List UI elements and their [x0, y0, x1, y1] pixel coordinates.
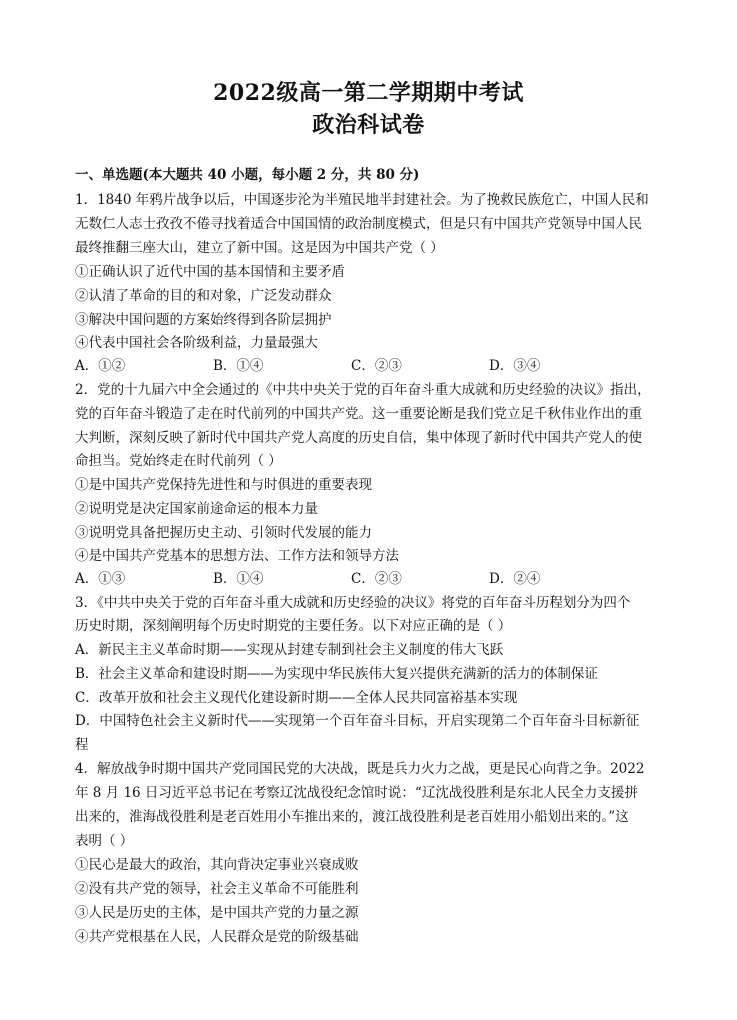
q1-choices	[75, 354, 675, 374]
q3-option: C．改革开放和社会主义现代化建设新时期——全体人民共同富裕基本实现	[75, 690, 518, 706]
q2-option: ②说明党是决定国家前途命运的根本力量	[75, 501, 318, 517]
q1-stem-line: 1．1840 年鸦片战争以后，中国逐步沦为半殖民地半封建社会。为了挽救民族危亡，中国人民和	[75, 192, 649, 208]
q1-option: ②认清了革命的目的和对象，广泛发动群众	[75, 288, 332, 304]
q4-option: ③人民是历史的主体，是中国共产党的力量之源	[75, 905, 359, 921]
q3-option: A．新民主主义革命时期——实现从封建专制到社会主义制度的伟大飞跃	[75, 642, 504, 658]
q4-option: ②没有共产党的领导，社会主义革命不可能胜利	[75, 881, 359, 897]
q2-choices	[75, 567, 675, 587]
q1-choice-b: B．①④	[213, 358, 264, 374]
q2-choice-a: A．①③	[75, 571, 126, 587]
q4-stem-line: 4．解放战争时期中国共产党同国民党的大决战，既是兵力火力之战，更是民心向背之争。2022	[75, 761, 645, 777]
q2-option: ③说明党具备把握历史主动、引领时代发展的能力	[75, 525, 372, 541]
q4-stem-line: 年 8 月 16 日习近平总书记在考察辽沈战役纪念馆时说：“辽沈战役胜利是东北人民全力支援拼	[75, 785, 638, 801]
q4-stem-line: 出来的，淮海战役胜利是老百姓用小车推出来的，渡江战役胜利是老百姓用小船划出来的。”这	[75, 809, 629, 825]
q1-stem-line: 无数仁人志士孜孜不倦寻找着适合中国国情的政治制度模式，但是只有中国共产党领导中国人民	[75, 216, 642, 232]
exam-title: 2022级高一第二学期期中考试	[213, 80, 524, 106]
q3-option-continuation: 程	[75, 737, 89, 753]
q1-option: ④代表中国社会各阶级利益，力量最强大	[75, 335, 318, 351]
q4-stem-line: 表明（ ）	[75, 833, 134, 849]
q2-option: ①是中国共产党保持先进性和与时俱进的重要表现	[75, 477, 372, 493]
q3-option: D．中国特色社会主义新时代——实现第一个百年奋斗目标，开启实现第二个百年奋斗目标新征	[75, 713, 640, 729]
q1-choice-c: C．②③	[351, 358, 402, 374]
q2-choice-c: C．②③	[351, 571, 402, 587]
q2-stem-line: 命担当。党始终走在时代前列（ ）	[75, 453, 282, 469]
q1-stem-line: 最终推翻三座大山，建立了新中国。这是因为中国共产党（ ）	[75, 240, 444, 256]
q2-stem-line: 2．党的十九届六中全会通过的《中共中央关于党的百年奋斗重大成就和历史经验的决议》指出，	[75, 382, 651, 398]
q2-stem-line: 党的百年奋斗锻造了走在时代前列的中国共产党。这一重要论断是我们党立足千秋伟业作出的重	[75, 406, 642, 422]
q2-option: ④是中国共产党基本的思想方法、工作方法和领导方法	[75, 548, 399, 564]
q3-stem-line: 3．《中共中央关于党的百年奋斗重大成就和历史经验的决议》将党的百年奋斗历程划分为四个	[75, 595, 631, 611]
q4-option: ①民心是最大的政治，其向背决定事业兴衰成败	[75, 857, 359, 873]
q3-stem-line: 历史时期，深刻阐明每个历史时期党的主要任务。以下对应正确的是（ ）	[75, 618, 512, 634]
section-heading: 一、单选题(本大题共 40 小题，每小题 2 分，共 80 分)	[75, 167, 420, 183]
exam-subtitle: 政治科试卷	[312, 112, 425, 138]
q4-option: ④共产党根基在人民，人民群众是党的阶级基础	[75, 929, 359, 945]
q2-choice-b: B．①④	[213, 571, 264, 587]
q1-option: ③解决中国问题的方案始终得到各阶层拥护	[75, 312, 332, 328]
q1-option: ①正确认识了近代中国的基本国情和主要矛盾	[75, 264, 345, 280]
q2-stem-line: 大判断，深刻反映了新时代中国共产党人高度的历史自信，集中体现了新时代中国共产党人的使	[75, 430, 642, 446]
q1-choice-a: A．①②	[75, 358, 126, 374]
q1-choice-d: D．③④	[489, 358, 541, 374]
q3-option: B．社会主义革命和建设时期——为实现中华民族伟大复兴提供充满新的活力的体制保证	[75, 666, 598, 682]
q2-choice-d: D．②④	[489, 571, 541, 587]
